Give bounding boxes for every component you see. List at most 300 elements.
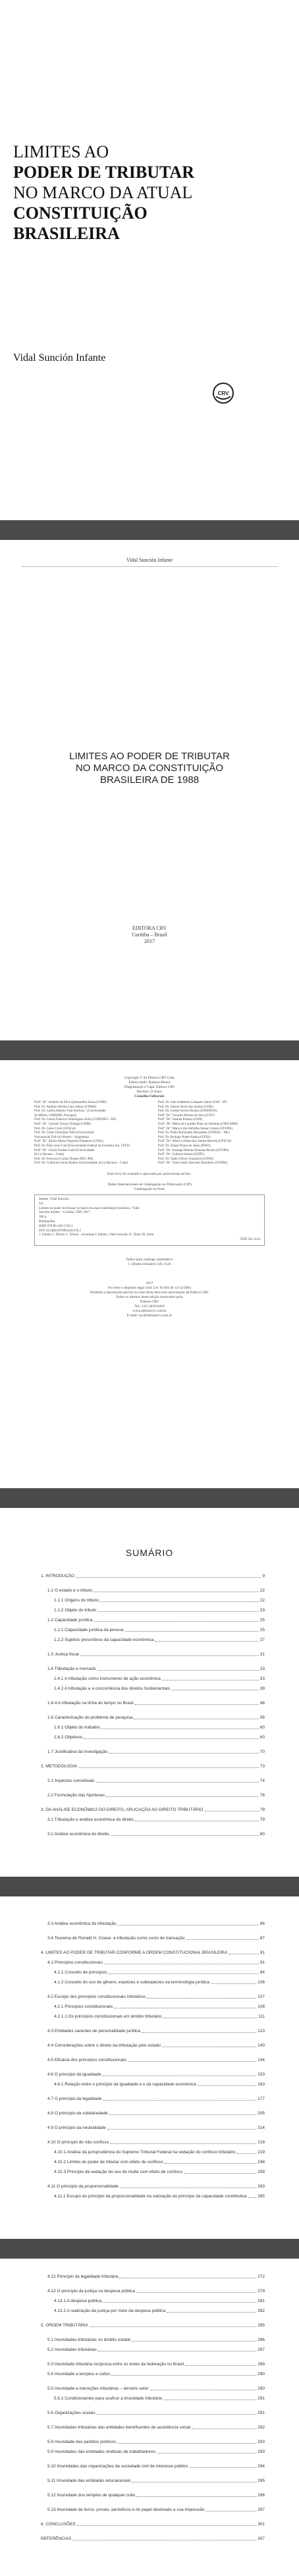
footer-line: Tel.: (41) 3039-6418: [134, 1304, 165, 1308]
toc-entry-page: 282: [258, 2309, 265, 2313]
toc-entry-page: 9: [262, 1574, 265, 1578]
toc-entry[interactable]: [41, 2097, 265, 2102]
toc-entry-title: 3.4 Teorema de Ronald H. Coase: a tributação como custo de transação: [47, 1936, 185, 1941]
toc-leader-dots: [109, 1753, 258, 1754]
board-member: Profª. Drª. Elione Maria Nogueira Diogenes (UFAL): [34, 1140, 104, 1144]
toc-entry[interactable]: [41, 1750, 265, 1755]
toc-entry[interactable]: [41, 2450, 265, 2455]
toc-entry[interactable]: [41, 2082, 265, 2087]
running-header-author: Vidal Sunción Infante: [126, 557, 173, 563]
toc-entry[interactable]: [41, 2126, 265, 2131]
board-member: Profª. Drª. Sydione Santos (UEPG): [158, 1153, 205, 1157]
toc-leader-dots: [100, 1601, 259, 1602]
board-member: Prof. Dr. Jailson Alves dos Santos (UFRJ): [158, 1105, 214, 1109]
layout-line: Diagramação e Capa: Editora CRV: [124, 1085, 175, 1089]
toc-entry-title: 4.13.2 A realização da justiça por meio da despesa pública: [54, 2309, 166, 2313]
toc-leader-dots: [136, 2496, 256, 2497]
toc-entry[interactable]: [41, 2043, 265, 2049]
toc-entry-page: 60: [259, 1725, 265, 1730]
toc-entry-title: 1.2 Capacidade jurídica: [47, 1618, 93, 1623]
toc-entry[interactable]: [41, 2058, 265, 2063]
footer-line: Foi feito o depósito legal conf. Lei 10.994 de 14/12/2004: [108, 1286, 191, 1290]
toc-entry-page: 290: [258, 2372, 265, 2376]
toc-entry-page: 177: [258, 2097, 265, 2101]
board-member: Profª. Drª. Andréia da Silva Quintanilha Sousa (UNIR): [34, 1101, 107, 1104]
toc-entry-title: 1.2.2 Sujeitos prescritivos da capacidade econômica: [54, 1638, 154, 1642]
cover-author: Vidal Sunción Infante: [13, 352, 106, 363]
board-member: Prof. Dr. Leonel Severo Rocha (UNISINOS): [158, 1110, 217, 1114]
index-line: Índice para catálogo sistemático: [126, 1258, 173, 1262]
toc-entry-page: 287: [258, 2348, 265, 2352]
toc-leader-dots: [164, 2163, 256, 2164]
toc-entry[interactable]: [41, 2274, 265, 2280]
toc-entry-page: 27: [259, 1638, 265, 1642]
toc-leader-dots: [97, 1611, 258, 1612]
toc-entry-page: 87: [259, 1936, 265, 1941]
toc-entry-title: 5.12 Imunidade dos templos de qualquer culto: [47, 2493, 136, 2498]
toc-entry[interactable]: [41, 1735, 265, 1740]
toc-entry-page: 107: [258, 1995, 265, 1999]
board-member: Prof. Dr. Guillermo Arias Beatón (Universidade de La Havana – Cuba): [34, 1162, 128, 1166]
toc-entry-page: 290: [258, 2386, 265, 2391]
board-member: Prof. Dr. Celso Conti (UFSCar): [34, 1127, 76, 1131]
board-member: Nacional de Três de Febrero – Argentina): [34, 1135, 89, 1139]
toc-entry-title: 2.1 Aspectos conceituais: [47, 1779, 95, 1783]
summary-page-2: [0, 1896, 299, 2239]
catalog-card: [34, 1194, 265, 1246]
board-member: Prof. Dr. Paulo Romualdo Hernandes (UNIFAL - MG): [158, 1131, 231, 1135]
toc-entry-page: 86: [259, 1921, 265, 1926]
cover-page: [0, 0, 299, 520]
cover-title-line: PODER DE TRIBUTAR: [13, 163, 194, 182]
cip-line: Bibliografia: [39, 1220, 55, 1223]
board-member: Prof. Dr. Rodrigo Pratte-Santos (UFES): [158, 1135, 211, 1139]
toc-entry-title: 3.1 Tributação e análise econômica do direito: [47, 1817, 134, 1822]
toc-entry[interactable]: [41, 1618, 265, 1623]
toc-entry-title: 2.2 Formulação das hipóteses: [47, 1793, 105, 1798]
toc-entry-title: 5.6 Organizações sociais: [47, 2411, 95, 2415]
toc-entry-page: 218: [258, 2140, 265, 2145]
toc-entry-title: 4.1 Princípios constitucionais: [47, 1960, 103, 1965]
board-member: Profª. Drª. Tania Suely Azevedo Brasileiro (UFOPA): [158, 1162, 228, 1166]
toc-entry[interactable]: [41, 1574, 265, 1579]
toc-entry-page: 163: [258, 2082, 265, 2087]
toc-entry[interactable]: [41, 2194, 265, 2199]
toc-entry[interactable]: [41, 2464, 265, 2469]
toc-entry[interactable]: [41, 2411, 265, 2416]
toc-entry-page: 265: [258, 2194, 265, 2199]
toc-entry-page: 295: [258, 2479, 265, 2483]
toc-leader-dots: [190, 2467, 257, 2468]
toc-entry-title: 4.1.1 Conceito de princípios: [54, 1970, 107, 1975]
toc-entry[interactable]: [41, 1588, 265, 1594]
toc-entry[interactable]: [41, 2396, 265, 2402]
board-member: Profª. Drª. Maria Cristina dos Santos Bezerra (UFSCar): [158, 1140, 232, 1144]
toc-leader-dots: [97, 1670, 259, 1671]
toc-entry-page: 22: [259, 1598, 265, 1603]
page-separator: [0, 1040, 299, 1060]
toc-entry-title: 5.3 Imunidade tributária recíproca entre os entes da federação no Brasil: [47, 2362, 184, 2367]
toc-entry-page: 23: [259, 1608, 265, 1613]
toc-leader-dots: [142, 2032, 256, 2033]
toc-entry-title: 1.1.2 Objeto do tributo: [54, 1608, 97, 1613]
toc-entry-title: 1. INTRODUÇÃO: [41, 1574, 74, 1578]
toc-entry-title: 4.2 Escopo dos princípios constitucionais tributários: [47, 1995, 146, 1999]
toc-entry-page: 297: [258, 2508, 265, 2512]
toc-entry[interactable]: [41, 1793, 265, 1798]
toc-entry[interactable]: [41, 2372, 265, 2377]
toc-entry[interactable]: [41, 1950, 265, 1956]
board-member: Profª. Drª. Maria Lília Imbiriba Sousa Colares (UFOPA): [158, 1127, 232, 1131]
toc-entry-page: 296: [258, 2493, 265, 2498]
toc-entry[interactable]: [41, 1980, 265, 1985]
cip-line: Infante, Vidal Sunción.: [39, 1198, 70, 1201]
publisher-place: Curitiba – Brasil: [132, 932, 167, 938]
toc-entry-title: 4.10.3 Princípio da vedação do uso de multa com efeito de confisco: [54, 2170, 183, 2174]
half-title-line: BRASILEIRA DE 1988: [99, 774, 200, 786]
toc-entry-title: 1.6.1 Objeto do trabalho: [54, 1725, 100, 1730]
toc-entry-title: 4.10.1 Análise da jurisprudência do Supremo Tribunal Federal na vedação do confisco tributário: [54, 2150, 236, 2155]
toc-leader-dots: [96, 1782, 259, 1783]
footer-line: Editora CRV: [140, 1300, 159, 1304]
peer-review-note: Este livro foi avaliado e aprovado por pareceristas ad hoc.: [107, 1172, 192, 1176]
toc-entry[interactable]: [41, 2029, 265, 2034]
toc-entry-title: 5.13 Imunidade de livros, jornais, periódicos e do papel destinado a sua impressão: [47, 2508, 205, 2512]
toc-entry[interactable]: [41, 2323, 265, 2328]
cip-line: 300 p.: [39, 1216, 47, 1220]
toc-leader-dots: [94, 1621, 258, 1622]
toc-leader-dots: [236, 2153, 256, 2154]
half-title-line: LIMITES AO PODER DE TRIBUTAR: [69, 751, 230, 762]
toc-entry-title: 5.9 Imunidades das entidades sindicais de trabalhadores: [47, 2450, 156, 2454]
toc-entry[interactable]: [41, 1686, 265, 1692]
toc-entry-title: 5.7 Imunidades tributárias das entidades beneficentes de assistência social: [47, 2425, 191, 2430]
toc-entry-page: 70: [259, 1750, 265, 1754]
board-member: Prof. Dr. Élsio José Corá (Universidade Federal da Fronteira Sul, UFFS): [34, 1144, 130, 1148]
board-member: Prof. Dr. Antônio Pereira Gaio Júnior (UFRRJ): [34, 1105, 97, 1109]
toc-leader-dots: [248, 2197, 257, 2198]
toc-leader-dots: [111, 1835, 259, 1836]
toc-entry-page: 94: [259, 1970, 265, 1975]
toc-entry-title: 3.2 Análise econômica do direito: [47, 1832, 109, 1837]
toc-entry-page: 279: [258, 2289, 265, 2294]
toc-leader-dots: [125, 1631, 259, 1632]
toc-leader-dots: [136, 2292, 256, 2293]
board-member: Prof. Dr. Carlos Alberto Vilar Estêvão - (Universidade: [34, 1110, 106, 1114]
toc-entry[interactable]: [41, 1725, 265, 1731]
toc-entry-title: 4.1.2 Conceito do uso de gênero, espécies e subespécies na terminologia jurídica: [54, 1980, 209, 1985]
index-line: 1. Direito tributário 341.3124: [128, 1262, 171, 1266]
toc-entry[interactable]: [41, 2508, 265, 2513]
toc-entry[interactable]: [41, 1701, 265, 1706]
toc-entry[interactable]: [41, 1715, 265, 1721]
toc-entry-title: 1.3 Justiça fiscal: [47, 1652, 79, 1657]
toc-entry-page: 291: [258, 2411, 265, 2415]
toc-leader-dots: [211, 1983, 256, 1984]
toc-entry-page: 80: [259, 1832, 265, 1837]
toc-leader-dots: [111, 2375, 256, 2376]
toc-entry-title: 1.4.1 A tributação como instrumento de ação econômica: [54, 1677, 161, 1681]
toc-entry-page: 214: [258, 2126, 265, 2130]
toc-entry-title: 5.5.1 Condicionantes para usufruir a imunidade tributária: [54, 2396, 162, 2401]
editorial-board-left: [34, 1101, 140, 1166]
toc-entry[interactable]: [41, 1779, 265, 1784]
toc-leader-dots: [147, 1998, 256, 1999]
toc-leader-dots: [135, 1704, 259, 1705]
toc-leader-dots: [157, 2453, 256, 2454]
toc-entry-title: 1.6 Caracterização do problema de pesquisa: [47, 1715, 133, 1720]
toc-entry-title: 4.13 O princípio da justiça na despesa pública: [47, 2289, 135, 2294]
toc-leader-dots: [120, 2187, 256, 2188]
toc-entry[interactable]: [41, 1960, 265, 1966]
toc-list: [41, 2274, 265, 2546]
toc-entry[interactable]: [41, 2440, 265, 2445]
toc-entry-page: 108: [258, 2004, 265, 2009]
toc-leader-dots: [76, 1577, 261, 1578]
cover-title-line: NO MARCO DA ATUAL: [13, 183, 193, 202]
toc-leader-dots: [107, 2129, 256, 2130]
toc-entry-page: 293: [258, 2440, 265, 2444]
footer-line: Todos os direitos desta edição reservados pela:: [115, 1295, 184, 1299]
toc-entry-title: 6. CONCLUSÕES: [41, 2522, 76, 2527]
toc-entry-title: 1.1 O estado e o tributo: [47, 1588, 92, 1593]
toc-entry-title: 4.13.1 A despesa pública: [54, 2299, 102, 2303]
footer-line: 2017: [146, 1281, 153, 1285]
toc-entry-page: 291: [258, 2396, 265, 2401]
cip-line: Sunción Infante – Curitiba: CRV, 2017.: [39, 1211, 91, 1215]
toc-leader-dots: [198, 2085, 256, 2086]
toc-entry[interactable]: [41, 1598, 265, 1603]
toc-entry[interactable]: [41, 1921, 265, 1927]
toc-entry[interactable]: [41, 1667, 265, 1672]
toc-entry-title: 4.11.1 Escopo do princípio da proporcionalidade na valoração do princípio da capacidade contributiva: [54, 2194, 247, 2199]
toc-entry[interactable]: [41, 2170, 265, 2175]
board-member: Prof. Dr. Sérgio Nunes de Jesus (IFRO): [158, 1144, 211, 1148]
toc-entry-title: 4.6 O princípio da igualdade: [47, 2072, 101, 2077]
toc-entry-title: 4.5 Eficácia dos princípios constitucionais: [47, 2058, 126, 2062]
toc-entry-title: 1.4.2 A tributação e a concorrência dos direitos fundamentais: [54, 1686, 170, 1691]
board-member: Profª. Drª. Gloria Fariñas León (Universidade: [34, 1148, 95, 1152]
toc-list: [41, 1921, 265, 2204]
toc-entry-title: 1.7 Justificativa da investigação: [47, 1750, 108, 1754]
toc-entry-title: 4.10 O princípio do não confisco: [47, 2140, 109, 2145]
cover-title-line: BRASILEIRA: [13, 224, 120, 243]
board-member: Profª. Drª. Solange Helena Ximenes-Rocha (UFOPA): [158, 1148, 229, 1152]
cip-line: 1. Direito 2. Direito 3. Tributo - economia I. Infante, Vidal Sunción. II. Título III. Série.: [39, 1233, 155, 1237]
toc-entry[interactable]: [41, 1808, 265, 1813]
toc-entry-page: 79: [259, 1808, 265, 1812]
toc-entry[interactable]: [41, 1652, 265, 1657]
summary-page-1: [0, 1508, 299, 1877]
toc-entry-page: 73: [259, 1764, 265, 1769]
toc-entry-page: 281: [258, 2299, 265, 2303]
toc-entry[interactable]: [41, 1970, 265, 1975]
toc-entry[interactable]: [41, 1995, 265, 2000]
toc-leader-dots: [109, 1973, 259, 1974]
toc-entry-title: 4.8 O princípio da solidariedade: [47, 2111, 108, 2116]
toc-leader-dots: [106, 1796, 259, 1797]
toc-leader-dots: [103, 2302, 256, 2303]
toc-leader-dots: [192, 2428, 256, 2429]
toc-entry[interactable]: [41, 2160, 265, 2165]
footer-email[interactable]: E-mail: sac@editoracrv.com.br: [126, 1314, 173, 1318]
review-line: Revisão: O Autor: [136, 1090, 163, 1094]
toc-entry-title: 4.11 O princípio da proporcionalidade: [47, 2184, 119, 2189]
cip-line: I43: [39, 1202, 43, 1206]
toc-entry-page: 205: [258, 2111, 265, 2116]
toc-entry-page: 111: [258, 2014, 265, 2019]
toc-entry[interactable]: [41, 2522, 265, 2527]
cip-line: Limites ao poder de tributar no marco da atual constituição brasileira / Vidal: [39, 1206, 140, 1210]
toc-entry-page: 74: [259, 1779, 265, 1783]
toc-entry-title: 1.4 Tributação e mercado: [47, 1667, 96, 1671]
toc-leader-dots: [132, 2341, 256, 2342]
board-member: Prof. Dr. Tadeu Oliver Gonçalves (UFPA): [158, 1157, 213, 1161]
toc-entry-page: 263: [258, 2184, 265, 2189]
toc-entry[interactable]: [41, 2014, 265, 2020]
toc-entry-page: 294: [258, 2464, 265, 2469]
toc-entry[interactable]: [41, 1936, 265, 1941]
board-heading: Conselho Editorial:: [134, 1094, 165, 1098]
toc-entry-title: 4.3 Entidades carentes de personalidade jurídica: [47, 2029, 140, 2033]
toc-entry-page: 285: [258, 2323, 265, 2328]
toc-entry-page: 286: [258, 2338, 265, 2342]
toc-entry-page: 293: [258, 2450, 265, 2454]
toc-entry-title: 1.6.2 Objetivos: [54, 1735, 83, 1740]
toc-entry[interactable]: [41, 2309, 265, 2314]
toc-entry[interactable]: [41, 2338, 265, 2343]
toc-leader-dots: [109, 2114, 256, 2115]
toc-entry-page: 22: [259, 1588, 265, 1593]
toc-entry-title: 4.6.1 Relação entre o princípio da igualdade e o da capacidade econômica: [54, 2082, 196, 2087]
toc-entry[interactable]: [41, 2386, 265, 2392]
toc-leader-dots: [184, 2173, 256, 2174]
board-member: Profª. Drª. Lourdes Helena da Silva (UFV): [158, 1114, 215, 1117]
toc-entry[interactable]: [41, 2004, 265, 2010]
toc-entry[interactable]: [41, 2072, 265, 2078]
toc-entry[interactable]: [41, 2536, 265, 2542]
footer-line: Proibida a reprodução parcial ou total desta obra sem autorização da Editora CRV: [90, 1291, 209, 1295]
toc-entry[interactable]: [41, 1638, 265, 1643]
toc-entry-page: 292: [258, 2425, 265, 2430]
toc-entry[interactable]: [41, 2150, 265, 2155]
toc-entry-title: 5. ORDEM TRIBUTÁRIA: [41, 2323, 88, 2328]
toc-leader-dots: [80, 1655, 259, 1656]
toc-entry-page: 60: [259, 1735, 265, 1740]
toc-entry[interactable]: [41, 2493, 265, 2498]
toc-entry[interactable]: [41, 2289, 265, 2294]
toc-entry-page: 31: [259, 1652, 265, 1657]
toc-entry[interactable]: [41, 1628, 265, 1633]
cip-line: DOI 10.24824/978854441556.2: [39, 1229, 82, 1233]
toc-leader-dots: [103, 2100, 256, 2101]
publication-year: 2017: [144, 938, 155, 944]
toc-entry[interactable]: [41, 2140, 265, 2145]
publisher-logo-text: CRV: [217, 390, 229, 396]
toc-entry-title: 4.2.1 Princípios constitucionais: [54, 2004, 113, 2009]
toc-leader-dots: [110, 2143, 256, 2144]
toc-leader-dots: [117, 2443, 256, 2444]
header-rule: [21, 566, 278, 567]
board-member: Profª. Drª. Maria de Lourdes Pinto de Almeida (UNICAMP): [158, 1122, 238, 1126]
toc-entry-title: 5.10 Imunidades das organizações da sociedade civil de interesse público: [47, 2464, 188, 2469]
toc-entry[interactable]: [41, 2479, 265, 2484]
toc-leader-dots: [77, 2525, 256, 2526]
toc-entry-title: 5.4 Imunidade a templos e cultos: [47, 2372, 111, 2376]
cip-subtitle: Catalogação na fonte: [134, 1187, 165, 1191]
toc-entry[interactable]: [41, 1608, 265, 1613]
toc-entry-title: 4.10.2 Limites do poder de tributar com efeito de confisco: [54, 2160, 163, 2164]
toc-entry[interactable]: [41, 1832, 265, 1837]
toc-entry-title: 5.11 Imunidade das entidades educacionais: [47, 2479, 131, 2483]
toc-leader-dots: [97, 2414, 257, 2415]
toc-entry[interactable]: [41, 2348, 265, 2353]
copyright-line: Copyright © da Editora CRV Ltda.: [124, 1076, 175, 1080]
toc-entry[interactable]: [41, 2184, 265, 2189]
toc-entry-page: 48: [259, 1701, 265, 1705]
toc-entry[interactable]: [41, 2299, 265, 2304]
toc-entry-page: 79: [259, 1817, 265, 1822]
toc-entry[interactable]: [41, 2362, 265, 2367]
board-member: Prof. Dr. Cesar Gerónimo Tello (Universidad: [34, 1131, 94, 1135]
toc-entry-title: 4. LIMITES AO PODER DE TRIBUTAR CONFORME A ORDEM CONSTITUCIONAL BRASILEIRA: [41, 1950, 228, 1955]
publisher-name: EDITORA CRV: [132, 925, 167, 931]
summary-page-3: [0, 2259, 299, 2576]
toc-entry[interactable]: [41, 1764, 265, 1769]
footer-link[interactable]: www.editoracrv.com.br: [132, 1309, 167, 1313]
toc-entry-page: 301: [258, 2522, 265, 2527]
board-member: Profª. Drª. Josania Portela (UFPI): [158, 1118, 203, 1122]
summary-title: SUMÁRIO: [125, 1547, 174, 1558]
copyright-page: [0, 1060, 299, 1488]
toc-leader-dots: [128, 2061, 256, 2062]
toc-entry-title: 1.1.1 Origens do tributo: [54, 1598, 99, 1603]
cip-line: CDD 341.3124: [240, 1238, 260, 1242]
toc-leader-dots: [155, 1641, 258, 1642]
toc-entry-page: 39: [259, 1686, 265, 1691]
toc-entry-title: 4.4 Considerações sobre o direito da tributação pelo estado: [47, 2043, 161, 2048]
toc-leader-dots: [79, 1767, 259, 1768]
toc-entry[interactable]: [41, 2425, 265, 2430]
toc-entry-title: 4.12 Princípio da legalidade tributária: [47, 2274, 119, 2279]
page-separator: [0, 2239, 299, 2259]
toc-entry-page: 33: [259, 1667, 265, 1671]
cip-line: ISBN 978-85-444-1556-2: [39, 1224, 73, 1228]
cover-title: [13, 142, 277, 244]
toc-entry-title: 4.2.1.1 Os princípios constitucionais em âmbito tributário: [54, 2014, 162, 2019]
board-member: Profª. Drª. Carmen Tereza Velanga (UNIR): [34, 1122, 91, 1126]
cip-title: Dados Internacionais de Catalogação na Publicação (CIP): [107, 1183, 192, 1187]
half-title: [26, 751, 273, 786]
toc-entry-page: 123: [258, 2029, 265, 2033]
toc-entry-title: 4.9 O princípio da neutralidade: [47, 2126, 106, 2130]
toc-entry-title: 1.4.4 A tributação na linha do tempo no Brasil: [47, 1701, 134, 1705]
toc-leader-dots: [90, 2326, 256, 2327]
toc-entry[interactable]: [41, 1677, 265, 1682]
board-member: Prof. Dr. Francisco Carlos Duarte (PUC-PR): [34, 1157, 94, 1161]
toc-entry-title: 3.3 Análise econômica da tributação: [47, 1921, 117, 1926]
toc-entry-page: 144: [258, 2058, 265, 2062]
toc-entry[interactable]: [41, 2111, 265, 2116]
half-title-line: NO MARCO DA CONSTITUIÇÃO: [75, 763, 224, 774]
toc-entry[interactable]: [41, 1817, 265, 1823]
page-separator: [0, 520, 299, 540]
toc-leader-dots: [185, 2365, 256, 2366]
board-member: do Minho, UMINHO, Portugal): [34, 1114, 76, 1117]
editor-line: Editor-chefe: Railson Moura: [128, 1081, 171, 1085]
toc-leader-dots: [186, 1939, 258, 1940]
toc-entry-page: 25: [259, 1628, 265, 1632]
